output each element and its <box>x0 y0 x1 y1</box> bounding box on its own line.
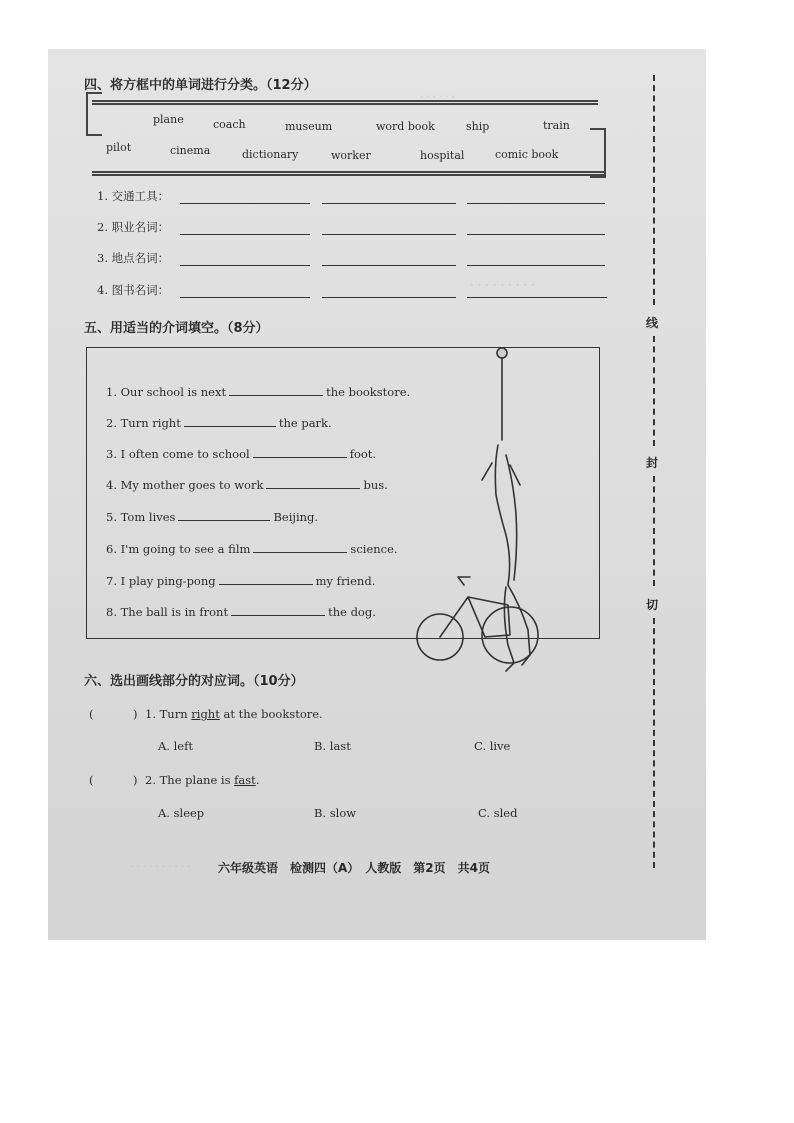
question-text: Beijing. <box>273 510 319 524</box>
question-row <box>106 541 398 556</box>
answer-line[interactable] <box>467 203 605 204</box>
question-text: 1. Our school is next <box>106 385 227 399</box>
question-text: 2. The plane is <box>145 773 235 787</box>
word-item: hospital <box>420 149 465 162</box>
answer-line[interactable] <box>180 234 310 235</box>
word-item: pilot <box>106 141 132 154</box>
answer-paren-close[interactable]: ) <box>133 773 138 787</box>
bleed-through-text: · · · · · · · · · <box>470 278 535 292</box>
hook-ring <box>497 348 507 358</box>
underlined-word: fast <box>234 773 256 787</box>
answer-blank[interactable] <box>219 573 313 585</box>
bleed-through-text: · · · · · · · · · · <box>130 862 191 873</box>
question-row <box>106 446 376 461</box>
binding-dashed-line <box>653 336 655 446</box>
question-text: 2. Turn right <box>106 416 181 430</box>
answer-line[interactable] <box>322 297 456 298</box>
question-text: science. <box>350 542 398 556</box>
question-row <box>106 573 375 588</box>
word-item: word book <box>376 120 435 133</box>
category-label: 4. 图书名词： <box>97 283 170 297</box>
answer-line[interactable] <box>180 265 310 266</box>
bleed-through-text: · · · · · · <box>420 92 455 103</box>
answer-blank[interactable] <box>184 415 276 427</box>
question-text: my friend. <box>315 574 376 588</box>
option-c[interactable]: C. live <box>474 739 511 753</box>
question-text: 8. The ball is in front <box>106 605 229 619</box>
answer-line[interactable] <box>322 265 456 266</box>
binding-char: 线 <box>646 316 659 330</box>
option-a[interactable]: A. left <box>158 739 193 753</box>
option-b[interactable]: B. last <box>314 739 351 753</box>
question-row <box>106 477 388 492</box>
word-item: dictionary <box>242 148 299 161</box>
arm <box>482 463 520 485</box>
question-text: bus. <box>363 478 388 492</box>
section-6-title: 六、选出画线部分的对应词。（10分） <box>84 674 304 689</box>
option-a[interactable]: A. sleep <box>158 806 205 820</box>
answer-blank[interactable] <box>231 604 325 616</box>
answer-line[interactable] <box>322 234 456 235</box>
bike-frame <box>440 577 510 637</box>
question-text: 6. I'm going to see a film <box>106 542 251 556</box>
binding-dashed-line <box>653 476 655 586</box>
question-text: 4. My mother goes to work <box>106 478 264 492</box>
hanging-body <box>495 445 509 585</box>
underlined-word: right <box>191 707 220 721</box>
question-row <box>106 384 410 399</box>
question-text: at the bookstore. <box>219 707 323 721</box>
cyclist-illustration <box>410 345 550 675</box>
question-row <box>106 604 376 619</box>
question-row <box>106 415 332 430</box>
question-row <box>145 707 323 721</box>
question-text: the park. <box>278 416 332 430</box>
word-item: comic book <box>495 148 559 161</box>
question-text: . <box>255 773 260 787</box>
question-text: 7. I play ping-pong <box>106 574 216 588</box>
answer-paren-close[interactable]: ) <box>133 707 138 721</box>
question-text: foot. <box>349 447 377 461</box>
binding-char: 切 <box>646 598 659 612</box>
answer-line[interactable] <box>467 297 607 298</box>
option-c[interactable]: C. sled <box>478 806 518 820</box>
answer-line[interactable] <box>467 265 605 266</box>
section-5-title: 五、用适当的介词填空。（8分） <box>84 321 269 336</box>
word-item: coach <box>213 118 246 131</box>
answer-blank[interactable] <box>253 446 347 458</box>
word-box-bottom-border <box>92 171 606 176</box>
answer-blank[interactable] <box>253 541 347 553</box>
section-4-title: 四、将方框中的单词进行分类。（12分） <box>84 78 317 93</box>
answer-line[interactable] <box>180 203 310 204</box>
answer-blank[interactable] <box>229 384 323 396</box>
page-footer: 六年级英语 检测四（A） 人教版 第2页 共4页 <box>218 861 490 875</box>
answer-line[interactable] <box>322 203 456 204</box>
binding-dashed-line <box>653 75 655 305</box>
binding-dashed-line <box>653 618 655 868</box>
answer-paren-open[interactable]: ( <box>89 773 94 787</box>
category-label: 3. 地点名词： <box>97 251 170 265</box>
category-label: 1. 交通工具： <box>97 189 170 203</box>
option-b[interactable]: B. slow <box>314 806 357 820</box>
question-text: the dog. <box>328 605 376 619</box>
word-item: museum <box>285 120 333 133</box>
question-text: 5. Tom lives <box>106 510 176 524</box>
word-item: ship <box>466 120 490 133</box>
word-item: cinema <box>170 144 211 157</box>
word-item: train <box>543 119 570 132</box>
question-row <box>106 509 318 524</box>
answer-blank[interactable] <box>178 509 270 521</box>
category-label: 2. 职业名词： <box>97 220 170 234</box>
answer-line[interactable] <box>180 297 310 298</box>
answer-line[interactable] <box>467 234 605 235</box>
question-row <box>145 773 259 787</box>
word-item: worker <box>331 149 371 162</box>
question-text: 3. I often come to school <box>106 447 250 461</box>
binding-char: 封 <box>646 456 659 470</box>
question-text: the bookstore. <box>326 385 411 399</box>
word-item: plane <box>153 113 184 126</box>
answer-paren-open[interactable]: ( <box>89 707 94 721</box>
answer-blank[interactable] <box>266 477 360 489</box>
word-box-corner-ornament <box>86 92 102 136</box>
word-box-top-border <box>92 100 598 105</box>
question-text: 1. Turn <box>145 707 192 721</box>
